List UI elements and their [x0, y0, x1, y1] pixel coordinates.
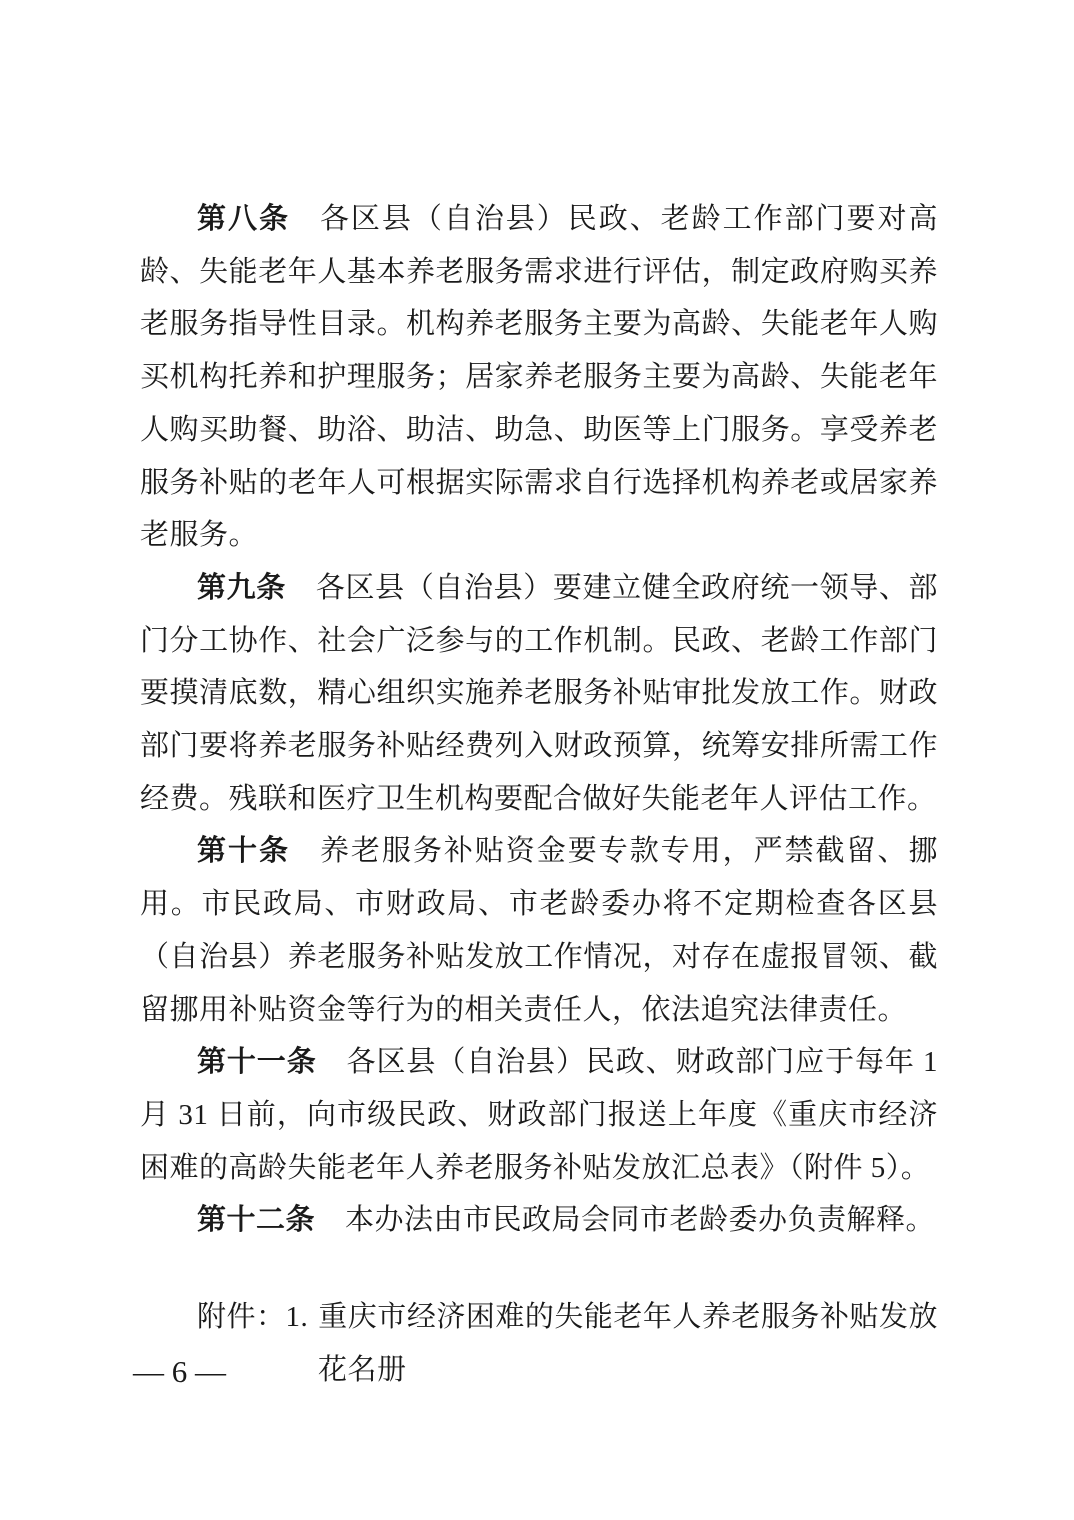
document-body [140, 193, 938, 1396]
article-11-number: 第十一条 [197, 1046, 317, 1079]
article-8-number: 第八条 [197, 203, 290, 235]
article-9-text: 各区县（自治县）要建立健全政府统一领导、部门分工协作、社会广泛参与的工作机制。民政、老龄工作部门要摸清底数，精心组织实施养老服务补贴审批发放工作。财政部门要将养老服务补贴经费列入财政预算，统筹安排所需工作经费。残联和医疗卫生机构要配合做好失能老年人评估工作。 [140, 571, 938, 815]
attachments-label: 附件： [197, 1301, 286, 1334]
article-9-paragraph [140, 562, 938, 826]
attachments-section [140, 1291, 938, 1396]
page-number: — 6 — [133, 1354, 226, 1389]
article-12-paragraph [140, 1194, 938, 1247]
article-10-paragraph [140, 825, 938, 1036]
article-9-number: 第九条 [197, 571, 286, 604]
article-12-text: 本办法由市民政局会同市老龄委办负责解释。 [345, 1204, 936, 1237]
article-8-text: 各区县（自治县）民政、老龄工作部门要对高龄、失能老年人基本养老服务需求进行评估，制定政府购买养老服务指导性目录。机构养老服务主要为高龄、失能老年人购买机构托养和护理服务；居家养老服务主要为高龄、失能老年人购买助餐、助浴、助洁、助急、助医等上门服务。享受养老服务补贴的老年人可根据实际需求自行选择机构养老或居家养老服务。 [140, 203, 938, 552]
article-8-paragraph [140, 193, 938, 562]
article-12-number: 第十二条 [197, 1204, 316, 1237]
article-11-text: 各区县（自治县）民政、财政部门应于每年 1 月 31 日前，向市级民政、财政部门报送上年度《重庆市经济困难的高龄失能老年人养老服务补贴发放汇总表》（附件 5）。 [140, 1046, 938, 1184]
article-10-number: 第十条 [197, 835, 290, 868]
article-11-paragraph [140, 1036, 938, 1194]
attachment-item-text: 重庆市经济困难的失能老年人养老服务补贴发放花名册 [318, 1301, 938, 1386]
article-10-text: 养老服务补贴资金要专款专用，严禁截留、挪用。市民政局、市财政局、市老龄委办将不定期检查各区县（自治县）养老服务补贴发放工作情况，对存在虚报冒领、截留挪用补贴资金等行为的相关责任人，依法追究法律责任。 [140, 835, 938, 1026]
attachment-item-index: 1. [285, 1301, 309, 1334]
